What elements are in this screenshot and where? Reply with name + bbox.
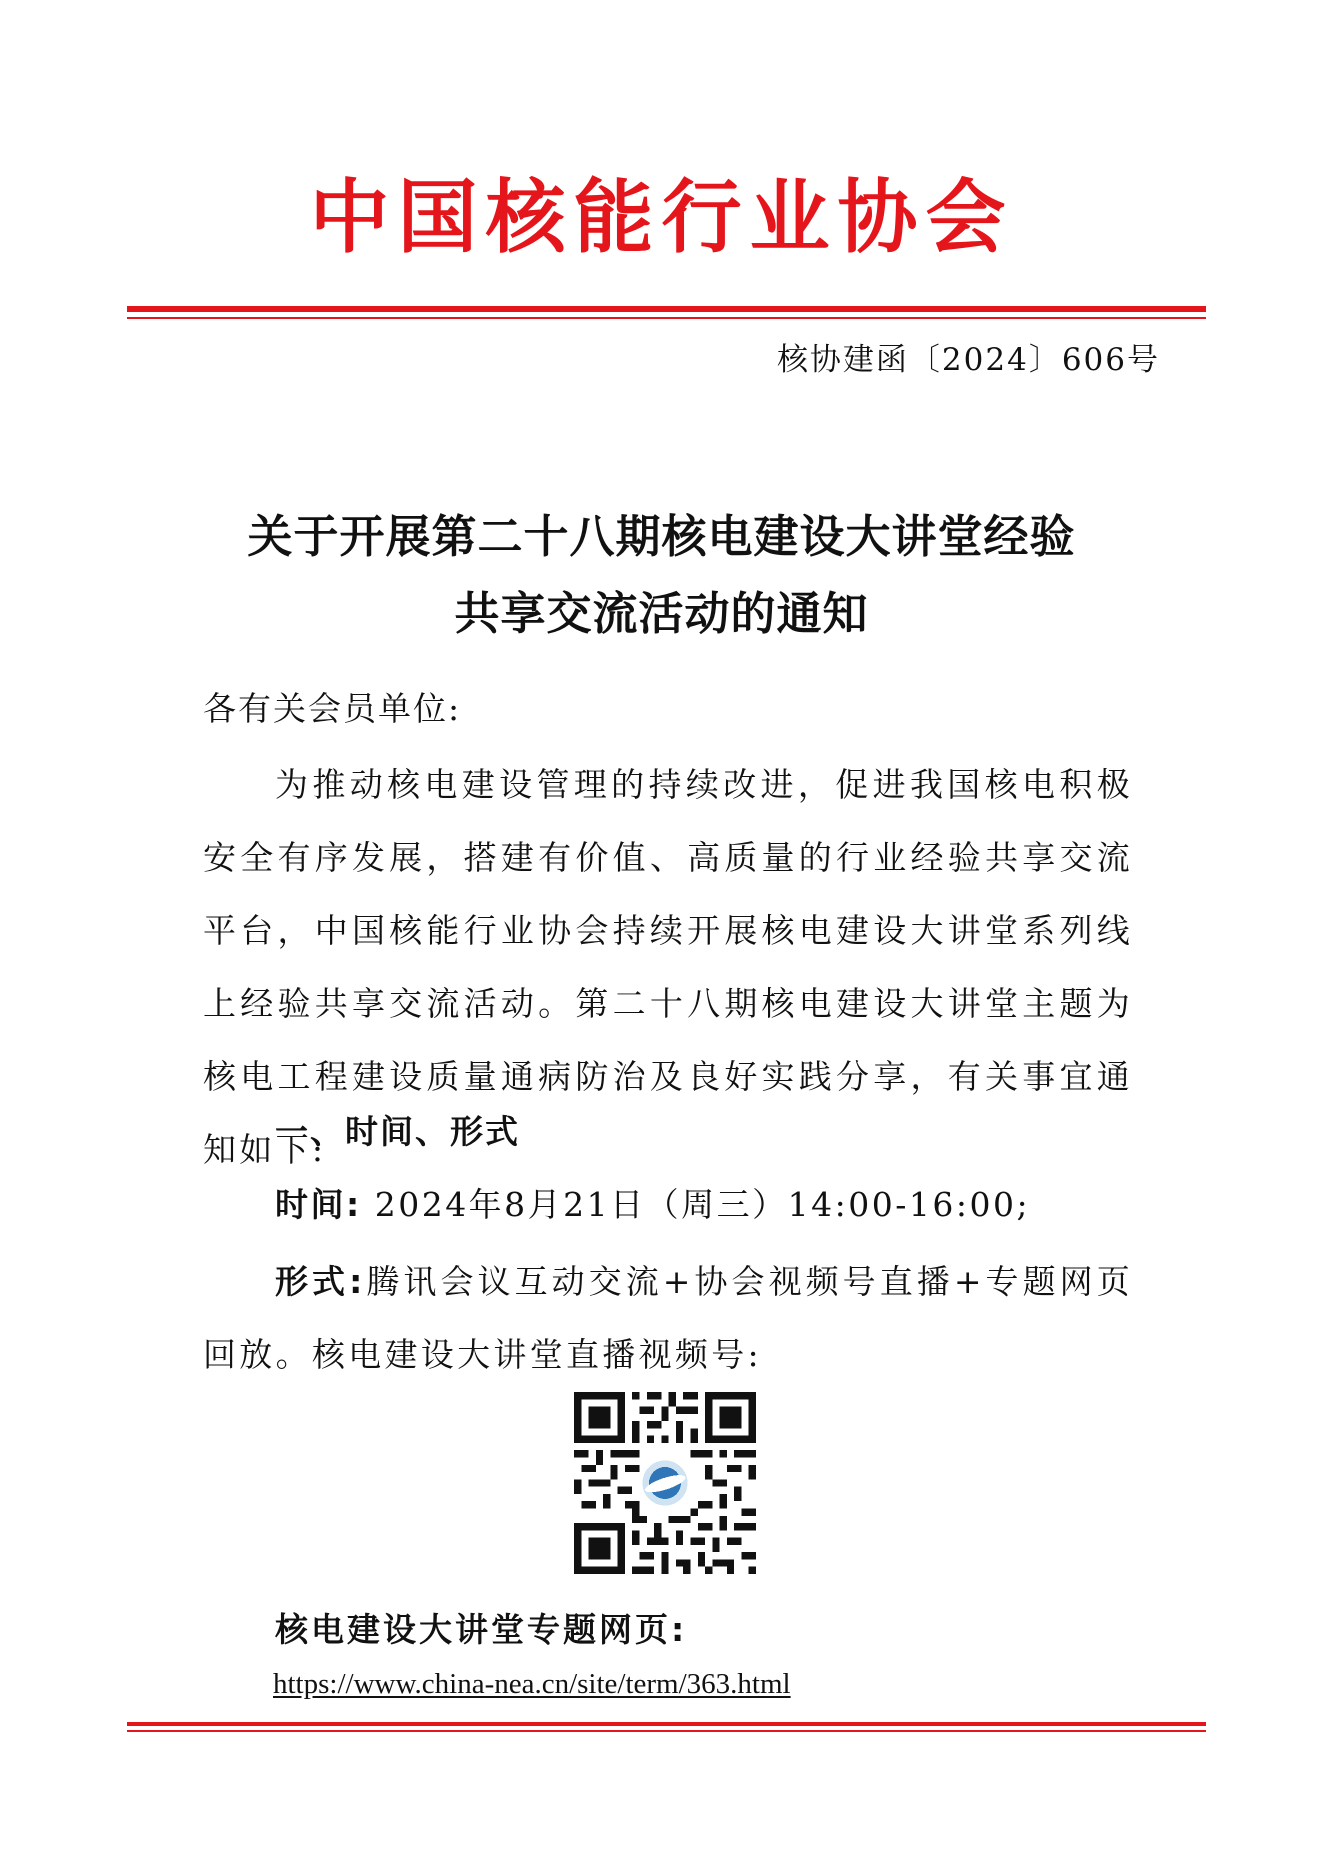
topic-page-link[interactable]: https://www.china-nea.cn/site/term/363.html — [273, 1668, 791, 1700]
time-label: 时间: — [275, 1185, 362, 1224]
section-heading-time-format: 一、时间、形式 — [275, 1112, 520, 1151]
time-value: 2024年8月21日（周三）14:00-16:00; — [374, 1185, 1031, 1224]
format-value: 腾讯会议互动交流+协会视频号直播+专题网页回放。核电建设大讲堂直播视频号: — [203, 1262, 1133, 1374]
format-label: 形式: — [275, 1262, 366, 1301]
header-divider-thin — [127, 317, 1206, 319]
org-name-header: 中国核能行业协会 — [309, 171, 1014, 264]
footer-divider-thick — [127, 1722, 1206, 1726]
footer-divider-thin — [127, 1730, 1206, 1732]
document-number: 核协建函〔2024〕606号 — [776, 342, 1160, 378]
notice-title-line-2: 共享交流活动的通知 — [454, 587, 869, 640]
intro-paragraph: 为推动核电建设管理的持续改进，促进我国核电积极安全有序发展，搭建有价值、高质量的行业经验共享交流平台，中国核能行业协会持续开展核电建设大讲堂系列线上经验共享交流活动。第二十八期核电建设大讲堂主题为核电工程建设质量通病防治及良好实践分享，有关事宜通知如下: — [203, 765, 1133, 1169]
header-divider-thick — [127, 306, 1206, 312]
format-paragraph — [203, 1245, 1133, 1391]
notice-title — [0, 498, 1323, 652]
salutation: 各有关会员单位: — [203, 689, 462, 728]
topic-page-label: 核电建设大讲堂专题网页: — [275, 1610, 688, 1649]
time-line — [275, 1185, 1031, 1224]
qr-code-icon — [574, 1392, 756, 1574]
notice-title-line-1: 关于开展第二十八期核电建设大讲堂经验 — [247, 510, 1076, 563]
